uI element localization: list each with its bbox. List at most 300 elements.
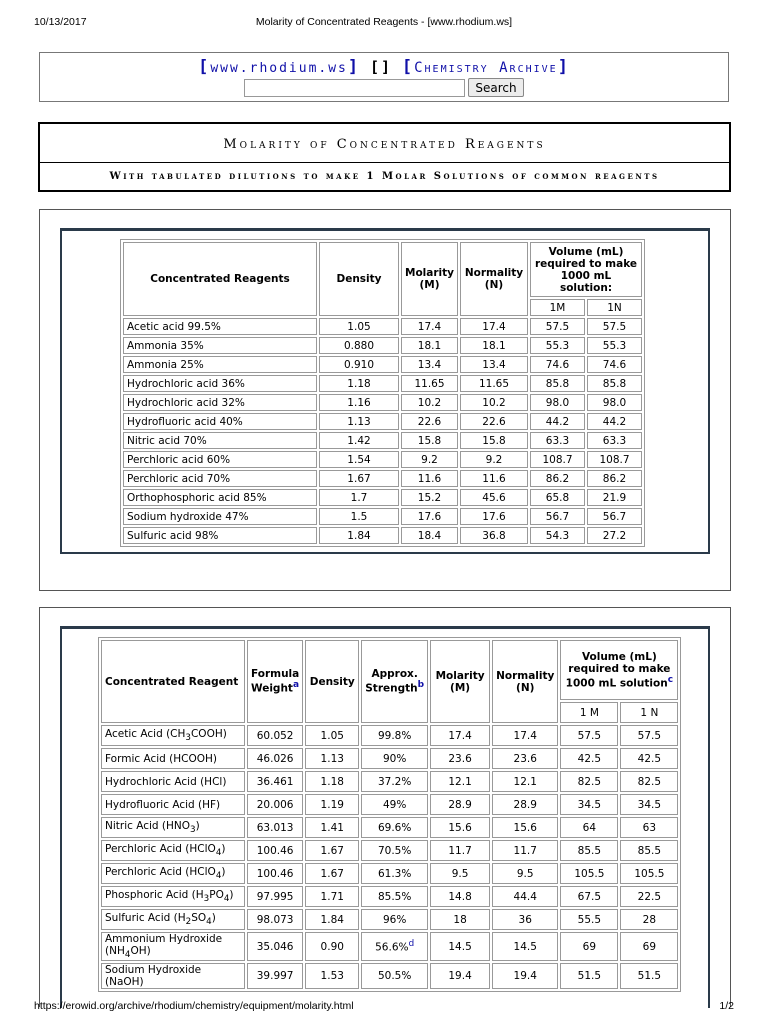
col2-header-molarity: Molarity (M): [430, 640, 490, 723]
cell-molarity: 11.65: [401, 375, 458, 392]
cell-vol-1m-value: 85.5: [577, 844, 602, 857]
cell-normality-value: 28.9: [513, 798, 537, 811]
col2-header-formula-weight-label: Formula Weight: [251, 668, 300, 695]
table-row: [123, 375, 642, 392]
cell-density: 1.67: [319, 470, 399, 487]
table-row: [123, 508, 642, 525]
cell-normality-value: 17.4: [513, 729, 537, 742]
table-row: [123, 489, 642, 506]
cell-vol-1n-value: 82.5: [637, 775, 662, 788]
cell-reagent: Ammonia 35%: [123, 337, 317, 354]
cell-molarity: [430, 725, 490, 746]
cell-formula-weight: [247, 840, 303, 861]
cell-reagent: Perchloric acid 70%: [123, 470, 317, 487]
site-home-link[interactable]: www.rhodium.ws: [210, 61, 348, 76]
reagent-name: Sodium Hydroxide (NaOH): [105, 964, 202, 989]
cell-molarity: [430, 863, 490, 884]
reagent-name: Hydrochloric Acid (HCl): [105, 775, 227, 788]
reagent-name-part: OH): [130, 945, 151, 957]
cell-strength: [361, 909, 428, 930]
cell-formula-weight-value: 35.046: [256, 940, 294, 953]
cell-reagent: Acetic acid 99.5%: [123, 318, 317, 335]
col2-header-formula-weight: [247, 640, 303, 723]
cell-molarity: [430, 909, 490, 930]
cell-density-value: 1.71: [320, 890, 344, 903]
cell-reagent: [101, 963, 245, 989]
cell-strength: [361, 725, 428, 746]
reagent-table-2: [98, 637, 681, 992]
formula-subscript: 4: [215, 848, 222, 859]
cell-vol-1n: [620, 817, 678, 838]
cell-vol-1n: 86.2: [587, 470, 642, 487]
cell-formula-weight: [247, 863, 303, 884]
cell-molarity: [430, 817, 490, 838]
cell-vol-1m-value: 57.5: [577, 729, 602, 742]
cell-density-value: 1.05: [320, 729, 344, 742]
cell-normality-value: 19.4: [513, 970, 537, 983]
cell-vol-1m: [560, 748, 618, 769]
cell-reagent: [101, 771, 245, 792]
reagent-name-part: ): [221, 865, 226, 878]
cell-formula-weight: [247, 748, 303, 769]
cell-vol-1m: 55.3: [530, 337, 585, 354]
cell-reagent: [101, 886, 245, 907]
footnote-c-link[interactable]: c: [667, 674, 674, 685]
cell-normality: 15.8: [460, 432, 528, 449]
cell-vol-1m-value: 51.5: [577, 970, 602, 983]
cell-reagent: Sodium hydroxide 47%: [123, 508, 317, 525]
cell-density-value: 1.41: [320, 821, 344, 834]
cell-vol-1m: [560, 863, 618, 884]
cell-vol-1m: [560, 963, 618, 989]
cell-formula-weight: [247, 817, 303, 838]
cell-vol-1n: 98.0: [587, 394, 642, 411]
print-date: 10/13/2017: [34, 16, 87, 28]
page-title: Molarity of Concentrated Reagents: [40, 124, 729, 163]
cell-vol-1n-value: 34.5: [637, 798, 662, 811]
cell-density-value: 1.18: [320, 775, 344, 788]
formula-subscript: 4: [215, 871, 222, 882]
cell-density-value: 1.84: [320, 913, 344, 926]
cell-vol-1m-value: 105.5: [574, 867, 605, 880]
formula-subscript: 4: [206, 917, 212, 928]
cell-vol-1n: [620, 840, 678, 861]
nav-bracket-open-2: [: [401, 57, 415, 77]
cell-density-value: 0.90: [320, 940, 344, 953]
cell-molarity: [430, 771, 490, 792]
cell-vol-1n: 108.7: [587, 451, 642, 468]
table-row: [101, 886, 678, 907]
cell-vol-1n-value: 105.5: [634, 867, 665, 880]
cell-density: [305, 840, 359, 861]
cell-formula-weight: [247, 771, 303, 792]
reagent-name: Sulfuric Acid (H: [105, 911, 186, 924]
cell-vol-1n: [620, 863, 678, 884]
chemistry-archive-link[interactable]: Chemistry Archive: [414, 60, 558, 76]
cell-normality: 10.2: [460, 394, 528, 411]
col-header-molarity: Molarity (M): [401, 242, 458, 316]
cell-vol-1m-value: 34.5: [577, 798, 602, 811]
reagent-name-part: ): [211, 911, 216, 924]
cell-strength: [361, 886, 428, 907]
nav-links: [40, 57, 728, 77]
col2-header-strength-label: Approx. Strength: [365, 668, 418, 695]
table1-body: [123, 318, 642, 544]
cell-density: 1.18: [319, 375, 399, 392]
search-input[interactable]: [244, 79, 465, 97]
table-row: [123, 451, 642, 468]
cell-normality: [492, 817, 558, 838]
cell-density: 1.05: [319, 318, 399, 335]
table2-body: [101, 725, 678, 989]
cell-molarity-value: 9.5: [451, 867, 469, 880]
cell-formula-weight-value: 60.052: [256, 729, 294, 742]
cell-molarity: 15.2: [401, 489, 458, 506]
print-url: https://erowid.org/archive/rhodium/chemistry/equipment/molarity.html: [34, 1000, 354, 1012]
footnote-a-link[interactable]: a: [292, 680, 300, 691]
reagent-name-part: ): [195, 819, 200, 832]
col-header-1m: 1M: [530, 299, 585, 316]
cell-molarity: 9.2: [401, 451, 458, 468]
table-row: [101, 963, 678, 989]
cell-formula-weight-value: 100.46: [256, 844, 294, 857]
cell-normality: [492, 909, 558, 930]
reagent-name: Nitric Acid (HNO: [105, 819, 191, 832]
col-header-volume: Volume (mL) required to make 1000 mL solution:: [530, 242, 642, 297]
cell-vol-1n: 63.3: [587, 432, 642, 449]
cell-density-value: 1.19: [320, 798, 344, 811]
cell-normality: [492, 771, 558, 792]
cell-vol-1m: 108.7: [530, 451, 585, 468]
cell-density-value: 1.13: [320, 752, 344, 765]
cell-vol-1n-value: 63: [642, 821, 657, 834]
cell-normality-value: 23.6: [513, 752, 537, 765]
cell-density: 1.84: [319, 527, 399, 544]
cell-strength: [361, 863, 428, 884]
cell-density-value: 1.67: [320, 844, 344, 857]
cell-vol-1m: [560, 725, 618, 746]
cell-density: [305, 794, 359, 815]
print-header: [34, 16, 734, 30]
cell-formula-weight-value: 20.006: [256, 798, 294, 811]
cell-strength: [361, 817, 428, 838]
cell-molarity-value: 18: [453, 913, 467, 926]
cell-density: [305, 817, 359, 838]
cell-normality: 22.6: [460, 413, 528, 430]
cell-vol-1m: [560, 817, 618, 838]
cell-density: [305, 771, 359, 792]
cell-normality-value: 44.4: [513, 890, 537, 903]
cell-vol-1m: 85.8: [530, 375, 585, 392]
cell-molarity: 10.2: [401, 394, 458, 411]
cell-reagent: [101, 794, 245, 815]
cell-molarity: 18.4: [401, 527, 458, 544]
cell-vol-1n: 44.2: [587, 413, 642, 430]
cell-vol-1m-value: 42.5: [577, 752, 602, 765]
cell-vol-1n-value: 22.5: [637, 890, 662, 903]
cell-molarity: 22.6: [401, 413, 458, 430]
cell-strength: [361, 794, 428, 815]
cell-density: 1.7: [319, 489, 399, 506]
cell-formula-weight-value: 63.013: [256, 821, 294, 834]
reagent-name: Perchloric Acid (HClO: [105, 865, 216, 878]
search-button[interactable]: Search: [468, 78, 523, 97]
cell-normality: 36.8: [460, 527, 528, 544]
nav-bracket-close: ]: [347, 57, 361, 77]
cell-formula-weight: [247, 909, 303, 930]
col-header-reagent: Concentrated Reagents: [123, 242, 317, 316]
cell-normality: [492, 932, 558, 961]
cell-strength: [361, 840, 428, 861]
formula-subscript: 2: [185, 917, 192, 928]
cell-strength-value: 61.3%: [377, 867, 412, 880]
table-row: [101, 863, 678, 884]
col2-header-volume-label: Volume (mL) required to make 1000 mL solution: [565, 650, 671, 690]
cell-molarity-value: 11.7: [448, 844, 472, 857]
cell-vol-1m: 98.0: [530, 394, 585, 411]
cell-reagent: [101, 817, 245, 838]
cell-vol-1n-value: 69: [642, 940, 657, 953]
footnote-d-link[interactable]: d: [408, 939, 415, 950]
cell-molarity-value: 15.6: [448, 821, 472, 834]
col2-header-density: Density: [305, 640, 359, 723]
formula-subscript: 3: [185, 733, 191, 744]
cell-vol-1n: [620, 771, 678, 792]
cell-normality: 17.4: [460, 318, 528, 335]
table1-frame: [60, 228, 710, 554]
cell-density: 1.42: [319, 432, 399, 449]
reagent-table-1: [120, 239, 645, 547]
cell-vol-1m: 54.3: [530, 527, 585, 544]
formula-subscript: 3: [190, 825, 196, 836]
cell-normality: 17.6: [460, 508, 528, 525]
col-header-1n: 1N: [587, 299, 642, 316]
cell-vol-1m: [560, 771, 618, 792]
cell-vol-1n: [620, 794, 678, 815]
cell-vol-1n-value: 85.5: [637, 844, 662, 857]
cell-strength-value: 96%: [382, 913, 407, 926]
table-row: [101, 932, 678, 961]
reagent-name-part: SO: [191, 911, 207, 924]
cell-density: [305, 886, 359, 907]
cell-vol-1m-value: 69: [582, 940, 597, 953]
cell-strength-value: 70.5%: [377, 844, 412, 857]
cell-formula-weight-value: 39.997: [256, 970, 294, 983]
cell-strength-value: 85.5%: [377, 890, 412, 903]
cell-density-value: 1.53: [320, 970, 344, 983]
cell-molarity: 15.8: [401, 432, 458, 449]
cell-molarity-value: 23.6: [448, 752, 472, 765]
cell-formula-weight-value: 98.073: [256, 913, 294, 926]
cell-density: [305, 932, 359, 961]
table2-panel: [39, 607, 731, 1007]
nav-bracket-open: [: [198, 57, 211, 77]
cell-molarity: [430, 794, 490, 815]
cell-reagent: Ammonia 25%: [123, 356, 317, 373]
title-box: [38, 122, 731, 192]
reagent-name: Phosphoric Acid (H: [105, 888, 204, 901]
cell-reagent: Hydrofluoric acid 40%: [123, 413, 317, 430]
cell-density: [305, 909, 359, 930]
reagent-name: Acetic Acid (CH: [105, 727, 186, 740]
cell-normality: [492, 725, 558, 746]
cell-vol-1m: 57.5: [530, 318, 585, 335]
cell-vol-1m: 56.7: [530, 508, 585, 525]
col-header-density: Density: [319, 242, 399, 316]
cell-formula-weight: [247, 886, 303, 907]
cell-molarity: [430, 840, 490, 861]
cell-vol-1n: 55.3: [587, 337, 642, 354]
table-row: [123, 413, 642, 430]
table-row: [123, 337, 642, 354]
cell-density: 1.13: [319, 413, 399, 430]
cell-strength: [361, 771, 428, 792]
page-subtitle: With tabulated dilutions to make 1 Molar Solutions of common reagents: [109, 171, 660, 182]
nav-empty-link[interactable]: []: [369, 58, 393, 76]
nav-bracket-close-2: ]: [557, 57, 570, 77]
cell-molarity: 17.4: [401, 318, 458, 335]
cell-vol-1m-value: 82.5: [577, 775, 602, 788]
cell-strength-value: 99.8%: [377, 729, 412, 742]
col2-header-1n: 1 N: [620, 702, 678, 723]
cell-vol-1n: [620, 725, 678, 746]
cell-vol-1n: 27.2: [587, 527, 642, 544]
cell-vol-1m: 65.8: [530, 489, 585, 506]
cell-normality: 11.6: [460, 470, 528, 487]
cell-strength-value: 37.2%: [377, 775, 412, 788]
cell-vol-1n: [620, 963, 678, 989]
cell-vol-1m: 63.3: [530, 432, 585, 449]
cell-reagent: Sulfuric acid 98%: [123, 527, 317, 544]
cell-vol-1n: 85.8: [587, 375, 642, 392]
cell-molarity-value: 17.4: [448, 729, 472, 742]
table-row: [101, 840, 678, 861]
cell-reagent: Hydrochloric acid 36%: [123, 375, 317, 392]
cell-normality: 45.6: [460, 489, 528, 506]
col2-header-1m: 1 M: [560, 702, 618, 723]
cell-molarity-value: 28.9: [448, 798, 472, 811]
print-page-title: Molarity of Concentrated Reagents - [www.rhodium.ws]: [255, 16, 513, 28]
col2-header-volume: [560, 640, 678, 700]
cell-vol-1n-value: 51.5: [637, 970, 662, 983]
cell-reagent: [101, 909, 245, 930]
table-row: [123, 356, 642, 373]
cell-vol-1n: 21.9: [587, 489, 642, 506]
cell-vol-1m-value: 55.5: [577, 913, 602, 926]
cell-vol-1n: 56.7: [587, 508, 642, 525]
cell-vol-1m: [560, 909, 618, 930]
print-page-number: 1/2: [719, 1000, 734, 1012]
col2-header-normality: Normality (N): [492, 640, 558, 723]
cell-normality-value: 36: [518, 913, 532, 926]
cell-molarity: 13.4: [401, 356, 458, 373]
cell-vol-1m: [560, 840, 618, 861]
cell-vol-1m: [560, 794, 618, 815]
cell-strength-value: 90%: [382, 752, 407, 765]
col2-header-strength: [361, 640, 428, 723]
cell-reagent: Nitric acid 70%: [123, 432, 317, 449]
cell-normality-value: 12.1: [513, 775, 537, 788]
cell-normality-value: 14.5: [513, 940, 537, 953]
cell-vol-1n-value: 57.5: [637, 729, 662, 742]
cell-normality: [492, 840, 558, 861]
cell-density: 1.5: [319, 508, 399, 525]
cell-vol-1n-value: 28: [642, 913, 657, 926]
reagent-name-part: COOH): [190, 727, 227, 740]
cell-vol-1m: 74.6: [530, 356, 585, 373]
cell-molarity-value: 14.5: [448, 940, 472, 953]
cell-reagent: Orthophosphoric acid 85%: [123, 489, 317, 506]
formula-subscript: 4: [124, 950, 131, 961]
cell-vol-1n: [620, 932, 678, 961]
cell-density: [305, 748, 359, 769]
cell-normality: 11.65: [460, 375, 528, 392]
cell-vol-1m: 86.2: [530, 470, 585, 487]
cell-density: 0.880: [319, 337, 399, 354]
reagent-name-part: ): [229, 888, 234, 901]
reagent-name: Perchloric Acid (HClO: [105, 842, 216, 855]
cell-reagent: [101, 725, 245, 746]
table1-panel: [39, 209, 731, 591]
table-row: [101, 909, 678, 930]
col-header-normality: Normality (N): [460, 242, 528, 316]
table-row: [123, 527, 642, 544]
cell-vol-1m-value: 67.5: [577, 890, 602, 903]
cell-reagent: [101, 863, 245, 884]
reagent-name: Formic Acid (HCOOH): [105, 752, 218, 765]
cell-formula-weight: [247, 963, 303, 989]
cell-normality: 9.2: [460, 451, 528, 468]
cell-normality-value: 11.7: [513, 844, 537, 857]
cell-normality-value: 15.6: [513, 821, 537, 834]
cell-molarity: 11.6: [401, 470, 458, 487]
cell-reagent: [101, 748, 245, 769]
search-row: [40, 78, 728, 97]
reagent-name-part: ): [221, 842, 226, 855]
cell-normality: 18.1: [460, 337, 528, 354]
table-row: [101, 817, 678, 838]
cell-formula-weight-value: 36.461: [256, 775, 294, 788]
cell-strength: [361, 932, 428, 961]
cell-normality: [492, 748, 558, 769]
cell-strength-value: 49%: [382, 798, 407, 811]
cell-vol-1n: [620, 909, 678, 930]
cell-vol-1n: [620, 748, 678, 769]
col2-header-reagent: Concentrated Reagent: [101, 640, 245, 723]
cell-density: 0.910: [319, 356, 399, 373]
cell-normality: [492, 886, 558, 907]
formula-subscript: 3: [203, 894, 210, 905]
reagent-name: Ammonium Hydroxide (NH: [105, 933, 223, 957]
print-footer: [34, 1000, 734, 1014]
cell-formula-weight-value: 46.026: [256, 752, 294, 765]
cell-molarity: 18.1: [401, 337, 458, 354]
cell-reagent: [101, 840, 245, 861]
cell-formula-weight: [247, 725, 303, 746]
cell-density: 1.54: [319, 451, 399, 468]
cell-vol-1n: [620, 886, 678, 907]
table-row: [123, 318, 642, 335]
cell-formula-weight: [247, 932, 303, 961]
reagent-name: Hydrofluoric Acid (HF): [105, 798, 221, 811]
footnote-b-link[interactable]: b: [417, 680, 425, 691]
table-row: [123, 394, 642, 411]
cell-molarity: [430, 886, 490, 907]
formula-subscript: 4: [223, 894, 230, 905]
table2-frame: [60, 626, 710, 1008]
cell-molarity: 17.6: [401, 508, 458, 525]
cell-formula-weight: [247, 794, 303, 815]
